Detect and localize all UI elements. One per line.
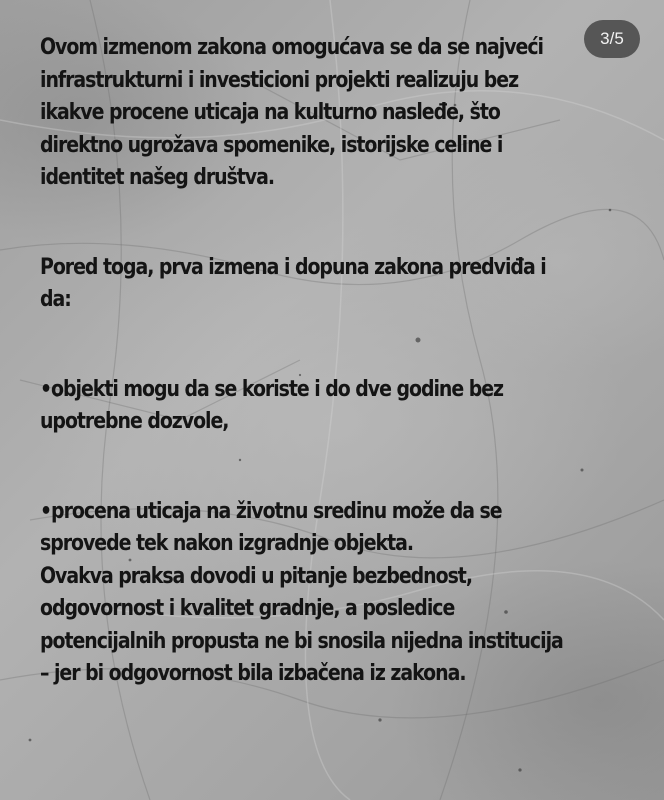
slide-counter-badge: 3/5 <box>584 20 640 58</box>
paragraph-gap <box>40 439 633 496</box>
bullet-environment-assessment: •procena uticaja na životnu sredinu može da se sprovede tek nakon izgradnje objekta. Ovakva praksa dovodi u pitanje bezbednost, odgovornost i kvalitet gradnje, a posledice potencijalnih propusta ne bi snosila nijedna institucija – jer bi odgovornost bila izbačena iz zakona. <box>40 498 563 686</box>
paragraph-law-amendment: Ovom izmenom zakona omogućava se da se najveći infrastrukturni i investicioni projekti realizuju bez ikakve procene uticaja na kulturno nasleđe, što direktno ugrožava spomenike, istorijske celine i identitet našeg društva. <box>40 35 543 190</box>
bullet-usage-permit: •objekti mogu da se koriste i do dve godine bez upotrebne dozvole, <box>40 376 504 434</box>
paragraph-gap <box>40 195 633 252</box>
paragraph-additional-changes: Pored toga, prva izmena i dopuna zakona predviđa i da: <box>40 254 546 312</box>
slide-text <box>40 32 633 691</box>
paragraph-gap <box>40 317 633 374</box>
